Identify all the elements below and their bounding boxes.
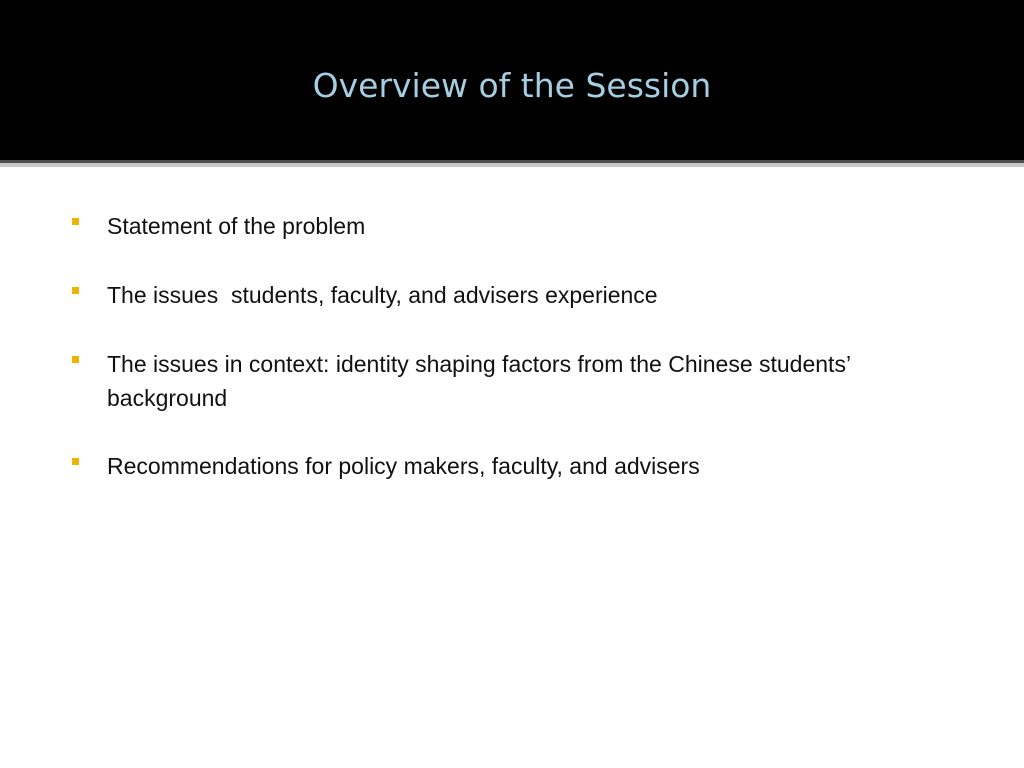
square-bullet-icon bbox=[72, 287, 79, 294]
slide-title: Overview of the Session bbox=[312, 66, 712, 105]
square-bullet-icon bbox=[72, 458, 79, 465]
bullet-text: Statement of the problem bbox=[107, 213, 366, 239]
bullet-text: The issues students, faculty, and advisers experience bbox=[107, 282, 658, 308]
bullet-text: Recommendations for policy makers, faculty, and advisers bbox=[107, 453, 700, 479]
square-bullet-icon bbox=[72, 218, 79, 225]
bullet-text: The issues in context: identity shaping factors from the Chinese students’ background bbox=[107, 351, 852, 411]
square-bullet-icon bbox=[72, 356, 79, 363]
